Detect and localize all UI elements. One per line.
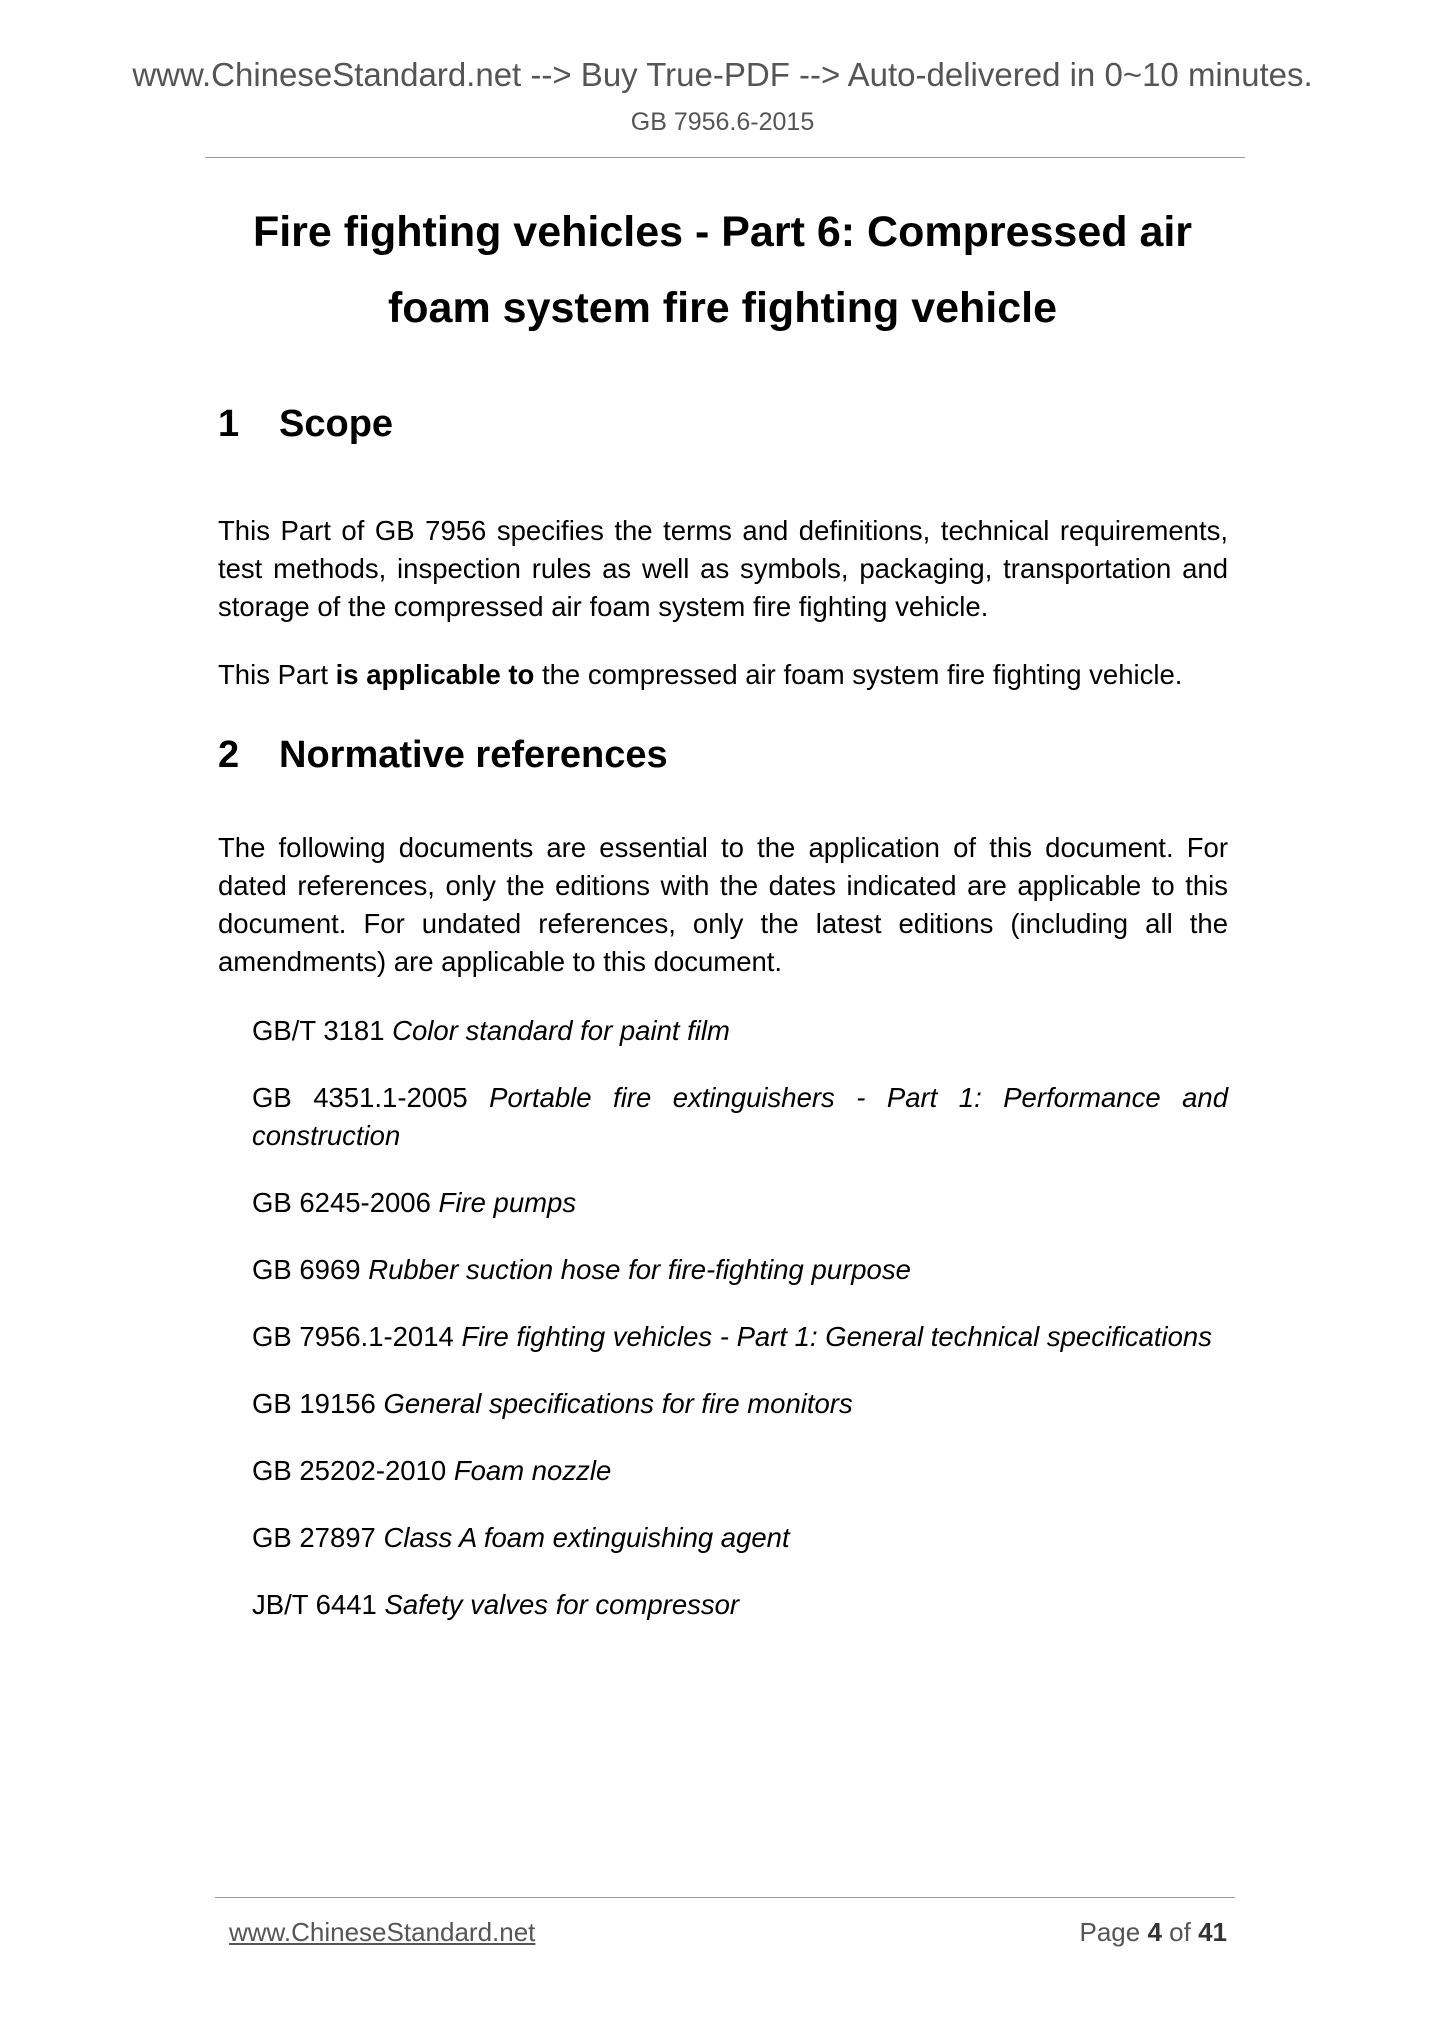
section-title: Scope	[279, 403, 394, 445]
section-title: Normative references	[279, 734, 668, 776]
footer-divider	[215, 1897, 1235, 1898]
document-title-line2: foam system fire fighting vehicle	[387, 284, 1058, 332]
page-label: Page	[1079, 1917, 1141, 1947]
normative-references-paragraph: The following documents are essential to the application of this document. For dated references, only the editions with the dates indicated are applicable to this document. For undated references, only the latest editions (including all the amendments) are applicable to this document.	[218, 832, 1228, 977]
reference-title: Foam nozzle	[453, 1455, 612, 1486]
reference-code: GB 19156	[252, 1388, 376, 1419]
page-current: 4	[1147, 1917, 1162, 1947]
reference-code: GB 27897	[252, 1522, 376, 1553]
reference-item	[252, 1385, 1228, 1423]
reference-title: Fire fighting vehicles - Part 1: General technical specifications	[461, 1321, 1212, 1352]
reference-item	[252, 1251, 1228, 1289]
scope-applicability-paragraph	[218, 656, 1228, 694]
reference-code: GB/T 3181	[252, 1015, 385, 1046]
reference-item	[252, 1012, 1228, 1050]
reference-item	[252, 1079, 1228, 1155]
header-banner: www.ChineseStandard.net --> Buy True-PDF --> Auto-delivered in 0~10 minutes.	[132, 56, 1313, 93]
reference-title: General specifications for fire monitors	[383, 1388, 853, 1419]
reference-item	[252, 1519, 1228, 1557]
reference-code: GB 7956.1-2014	[252, 1321, 454, 1352]
footer-site-link[interactable]: www.ChineseStandard.net	[229, 1917, 536, 1947]
section-number: 1	[218, 403, 240, 445]
document-title-line1: Fire fighting vehicles - Part 6: Compressed air	[252, 208, 1193, 256]
reference-title: Color standard for paint film	[392, 1015, 730, 1046]
applicability-prefix: This Part	[218, 659, 336, 690]
reference-code: GB 4351.1-2005	[252, 1082, 468, 1113]
section-heading-scope	[218, 402, 393, 448]
header-standard-code: GB 7956.6-2015	[630, 108, 815, 136]
page-of: of	[1169, 1917, 1191, 1947]
reference-title: Safety valves for compressor	[384, 1589, 740, 1620]
reference-item	[252, 1318, 1228, 1356]
reference-list	[252, 1012, 1228, 1653]
reference-code: JB/T 6441	[252, 1589, 377, 1620]
reference-code: GB 6969	[252, 1254, 361, 1285]
applicability-suffix: the compressed air foam system fire fighting vehicle.	[534, 659, 1183, 690]
reference-title: Class A foam extinguishing agent	[383, 1522, 790, 1553]
applicability-bold: is applicable to	[335, 659, 535, 690]
reference-code: GB 6245-2006	[252, 1187, 431, 1218]
header-divider	[205, 157, 1245, 158]
scope-paragraph: This Part of GB 7956 specifies the terms and definitions, technical requirements, test methods, inspection rules as well as symbols, packaging, transportation and storage of the compressed air foam system fire fighting vehicle.	[218, 515, 1228, 622]
page-total: 41	[1198, 1917, 1227, 1947]
reference-item	[252, 1586, 1228, 1624]
section-number: 2	[218, 734, 240, 776]
reference-title: Rubber suction hose for fire-fighting purpose	[368, 1254, 911, 1285]
reference-item	[252, 1184, 1228, 1222]
reference-item	[252, 1452, 1228, 1490]
page-indicator	[1079, 1917, 1227, 1948]
section-heading-normative-references	[218, 733, 668, 779]
reference-code: GB 25202-2010	[252, 1455, 447, 1486]
reference-title: Fire pumps	[438, 1187, 577, 1218]
document-title	[150, 194, 1295, 346]
reference-title: Portable fire extinguishers - Part 1: Performance and construction	[252, 1082, 1229, 1151]
